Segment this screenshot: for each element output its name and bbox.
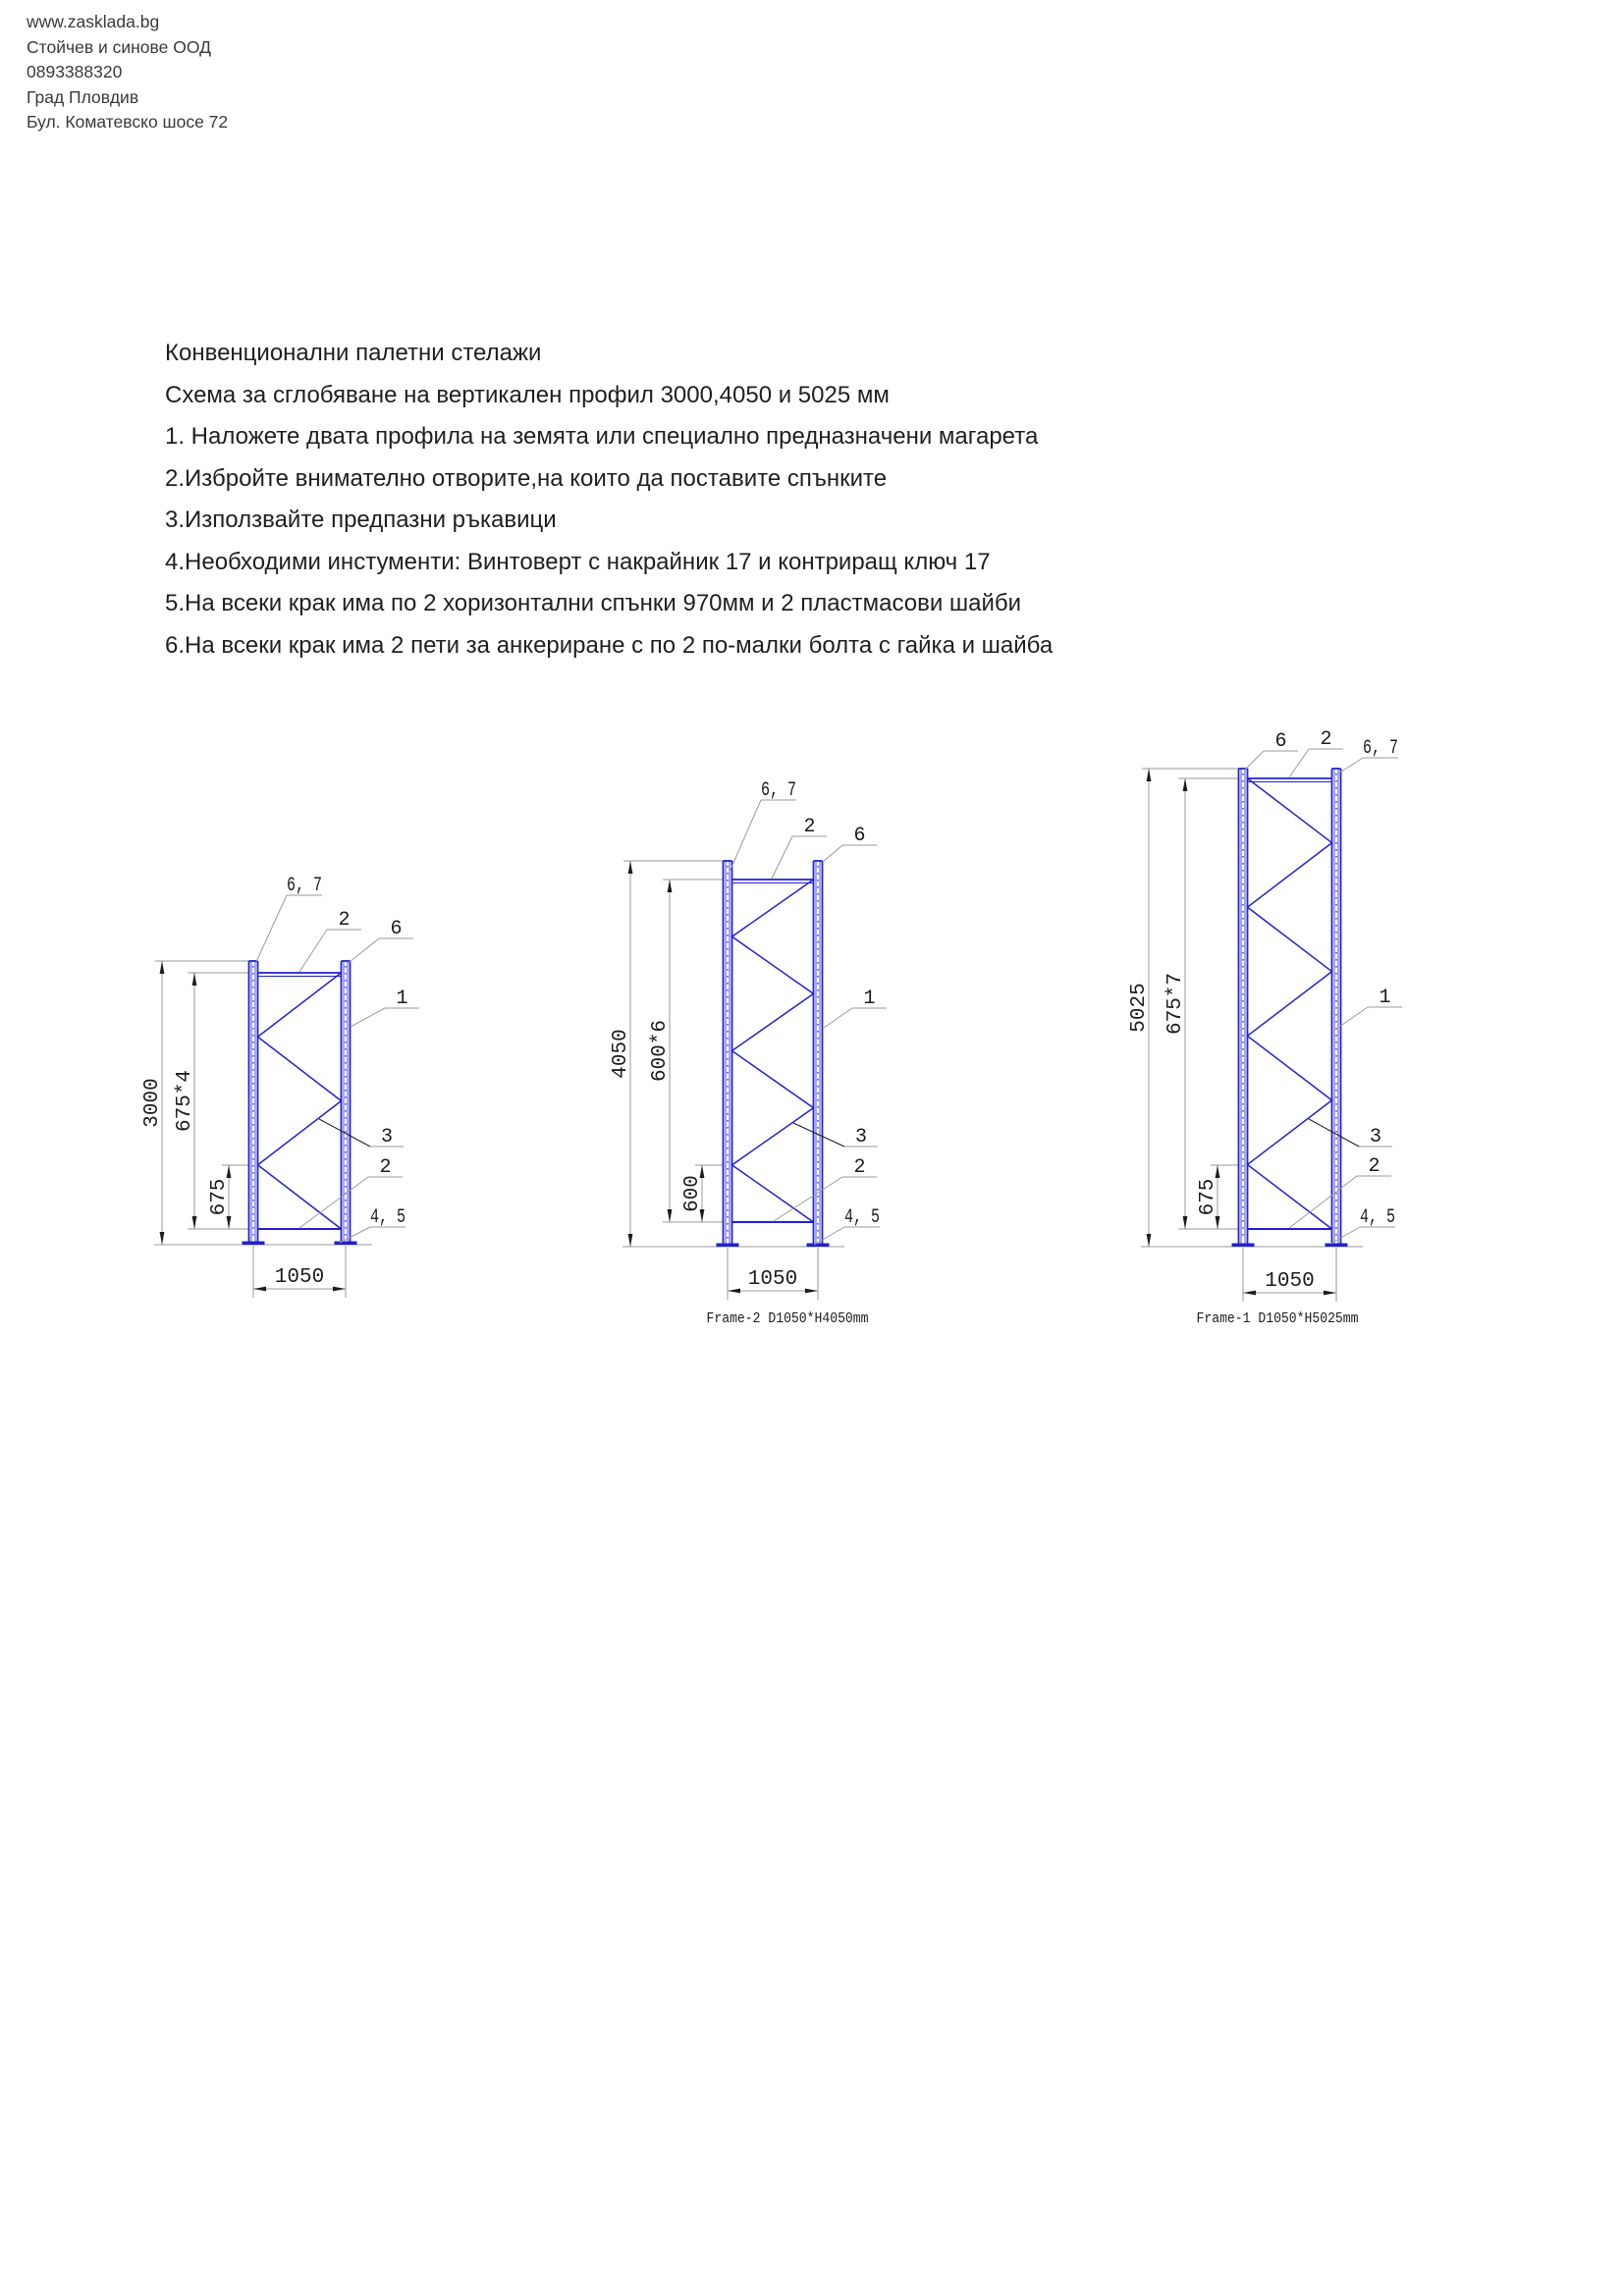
part-label: 6, 7 <box>287 875 322 897</box>
diagonal-bracing <box>258 973 342 1229</box>
part-label: 4, 5 <box>1360 1206 1395 1229</box>
dim-label: 600*6 <box>649 1019 672 1083</box>
foot-plate <box>335 1242 357 1246</box>
dim-label: 5025 <box>1128 983 1151 1033</box>
frame-h5025 <box>1128 728 1402 1327</box>
dimension-arrow <box>192 973 197 986</box>
dim-label: 675 <box>1197 1178 1219 1216</box>
dimension-arrow <box>160 961 165 974</box>
header-phone: 0893388320 <box>27 62 123 81</box>
foot-plate <box>243 1242 265 1246</box>
instructions-title: Конвенционални палетни стелажи <box>165 340 542 366</box>
dimension-arrow <box>668 1209 673 1222</box>
part-label: 1 <box>863 988 876 1010</box>
part-label: 6 <box>853 825 866 847</box>
instruction-step-2: 2.Избройте внимателно отворите,на които да поставите спънките <box>165 464 888 492</box>
dimension-arrow <box>668 880 673 892</box>
part-label: 3 <box>380 1126 394 1148</box>
header-website: www.zasklada.bg <box>27 12 160 31</box>
frame-h4050 <box>610 779 887 1327</box>
dimension-arrow <box>805 1289 818 1294</box>
diagonal-bracing <box>732 880 814 1222</box>
dimension-arrow <box>1324 1291 1336 1296</box>
dimension-arrow <box>1243 1291 1256 1296</box>
dimension-arrow <box>1216 1165 1220 1178</box>
part-label: 2 <box>379 1156 392 1179</box>
part-label: 3 <box>854 1126 868 1148</box>
part-label: 2 <box>803 816 816 838</box>
instructions-subtitle: Схема за сглобяване на вертикален профил 3000,4050 и 5025 мм <box>165 381 890 408</box>
dimension-arrow <box>628 861 633 874</box>
dimension-arrow <box>1183 1216 1188 1229</box>
part-label: 1 <box>1379 987 1391 1009</box>
part-label: 4, 5 <box>844 1206 880 1229</box>
foot-plate <box>1326 1244 1348 1248</box>
part-label: 4, 5 <box>370 1206 406 1229</box>
dim-label: 675*4 <box>174 1069 196 1133</box>
dimension-arrow <box>1147 1234 1152 1247</box>
header-company: Стойчев и синове ООД <box>27 36 211 57</box>
dim-label: 600 <box>681 1175 704 1212</box>
dimension-arrow <box>1183 778 1188 791</box>
instruction-step-3: 3.Използвайте предпазни ръкавици <box>165 507 557 533</box>
dimension-arrow <box>192 1216 197 1229</box>
part-label: 6 <box>1274 730 1287 753</box>
dimension-arrow <box>160 1232 165 1245</box>
frame-caption: Frame-1 D1050*H5025mm <box>1196 1310 1359 1327</box>
header-city: Град Пловдив <box>27 86 139 107</box>
foot-plate <box>807 1244 830 1248</box>
dim-label: 1050 <box>1265 1270 1315 1293</box>
diagonal-bracing <box>1248 778 1332 1229</box>
part-label: 6 <box>390 918 403 940</box>
dimension-arrow <box>728 1289 740 1294</box>
part-label: 6, 7 <box>761 779 796 802</box>
dim-label: 4050 <box>610 1029 632 1079</box>
instruction-step-5: 5.На всеки крак има по 2 хоризонтални спънки 970мм и 2 пластмасови шайби <box>165 590 1022 616</box>
part-label: 2 <box>853 1156 866 1179</box>
dim-label: 3000 <box>141 1078 164 1128</box>
instruction-step-4: 4.Необходими инстументи: Винтоверт с накрайник 17 и контриращ ключ 17 <box>165 548 991 575</box>
instruction-step-1: 1. Наложете двата профила на земята или специално предназначени магарета <box>165 423 1039 450</box>
foot-plate <box>1232 1244 1255 1248</box>
frame-h3000 <box>141 875 419 1298</box>
part-label: 2 <box>1320 728 1332 751</box>
part-label: 2 <box>338 909 351 932</box>
dimension-arrow <box>253 1287 266 1292</box>
dimension-arrow <box>1147 769 1152 781</box>
header-address: Бул. Коматевско шосе 72 <box>27 112 229 132</box>
dimension-arrow <box>628 1234 633 1247</box>
part-label: 6, 7 <box>1363 737 1398 760</box>
dim-label: 675 <box>208 1178 231 1216</box>
dimension-arrow <box>227 1216 232 1229</box>
frame-caption: Frame-2 D1050*H4050mm <box>706 1310 869 1327</box>
part-label: 2 <box>1368 1155 1380 1178</box>
part-label: 1 <box>396 988 408 1010</box>
dim-label: 1050 <box>274 1266 325 1289</box>
dimension-arrow <box>227 1165 232 1178</box>
instruction-step-6: 6.На всеки крак има 2 пети за анкериране с по 2 по-малки болта с гайка и шайба <box>165 631 1054 659</box>
dim-label: 675*7 <box>1164 972 1187 1036</box>
dimension-arrow <box>333 1287 346 1292</box>
foot-plate <box>717 1244 739 1248</box>
part-label: 3 <box>1369 1126 1382 1148</box>
dim-label: 1050 <box>747 1268 798 1291</box>
dimension-arrow <box>1216 1216 1220 1229</box>
